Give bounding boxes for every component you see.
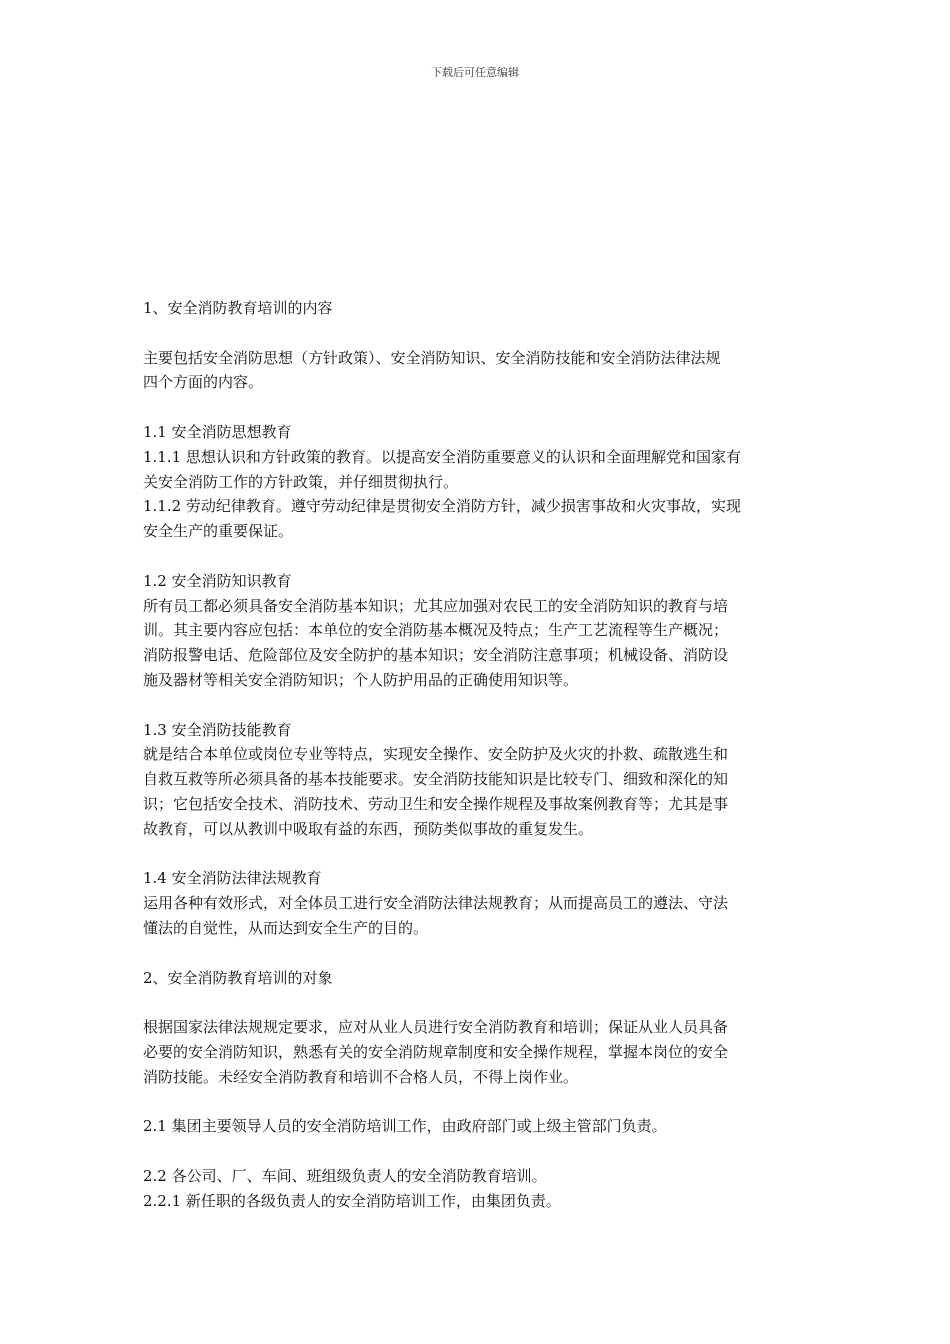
text-line: 主要包括安全消防思想（方针政策）、安全消防知识、安全消防技能和安全消防法律法规 bbox=[143, 348, 721, 367]
text-line: 关安全消防工作的方针政策，并仔细贯彻执行。 bbox=[143, 472, 459, 491]
text-line: 消防技能。未经安全消防教育和培训不合格人员，不得上岗作业。 bbox=[143, 1067, 579, 1086]
subsection-heading: 1.3 安全消防技能教育 bbox=[143, 720, 292, 739]
text-line: 故教育，可以从教训中吸取有益的东西，预防类似事故的重复发生。 bbox=[143, 819, 594, 838]
text-line: 2.2.1 新任职的各级负责人的安全消防培训工作，由集团负责。 bbox=[143, 1191, 561, 1210]
section-2-1 bbox=[143, 1114, 807, 1139]
text-line: 自救互救等所必须具备的基本技能要求。安全消防技能知识是比较专门、细致和深化的知 bbox=[143, 770, 729, 789]
subsection-heading: 1.4 安全消防法律法规教育 bbox=[143, 869, 322, 888]
text-line: 训。其主要内容应包括：本单位的安全消防基本概况及特点；生产工艺流程等生产概况； bbox=[143, 621, 729, 640]
text-line: 所有员工都必须具备安全消防基本知识；尤其应加强对农民工的安全消防知识的教育与培 bbox=[143, 596, 729, 615]
section-2-2 bbox=[143, 1164, 807, 1214]
subsection-heading: 1.2 安全消防知识教育 bbox=[143, 571, 292, 590]
document-body bbox=[143, 296, 807, 1213]
text-line: 就是结合本单位或岗位专业等特点，实现安全操作、安全防护及火灾的扑救、疏散逃生和 bbox=[143, 745, 729, 764]
text-line: 运用各种有效形式，对全体员工进行安全消防法律法规教育；从而提高员工的遵法、守法 bbox=[143, 894, 729, 913]
text-line: 施及器材等相关安全消防知识；个人防护用品的正确使用知识等。 bbox=[143, 670, 579, 689]
text-line: 消防报警电话、危险部位及安全防护的基本知识；安全消防注意事项；机械设备、消防设 bbox=[143, 646, 729, 665]
section-1-3 bbox=[143, 718, 807, 842]
text-line: 安全生产的重要保证。 bbox=[143, 522, 294, 541]
paragraph bbox=[143, 1015, 807, 1089]
section-1-1 bbox=[143, 420, 807, 544]
section-heading bbox=[143, 966, 807, 991]
paragraph bbox=[143, 346, 807, 396]
text-line: 识；它包括安全技术、消防技术、劳动卫生和安全操作规程及事故案例教育等；尤其是事 bbox=[143, 794, 729, 813]
subsection-heading: 2.2 各公司、厂、车间、班组级负责人的安全消防教育培训。 bbox=[143, 1166, 547, 1185]
text-line: 四个方面的内容。 bbox=[143, 373, 264, 392]
text-line: 1、安全消防教育培训的内容 bbox=[143, 299, 333, 317]
section-heading bbox=[143, 296, 807, 321]
text-line: 1.1.2 劳动纪律教育。遵守劳动纪律是贯彻安全消防方针，减少损害事故和火灾事故，实现 bbox=[143, 497, 741, 516]
header-note: 下载后可任意编辑 bbox=[431, 66, 519, 79]
section-1-4 bbox=[143, 866, 807, 940]
text-line: 2.1 集团主要领导人员的安全消防培训工作，由政府部门或上级主管部门负责。 bbox=[143, 1117, 667, 1136]
text-line: 1.1.1 思想认识和方针政策的教育。以提高安全消防重要意义的认识和全面理解党和国家有 bbox=[143, 447, 741, 466]
text-line: 2、安全消防教育培训的对象 bbox=[143, 968, 333, 987]
text-line: 必要的安全消防知识，熟悉有关的安全消防规章制度和安全操作规程，掌握本岗位的安全 bbox=[143, 1042, 729, 1061]
section-1-2 bbox=[143, 569, 807, 693]
text-line: 懂法的自觉性，从而达到安全生产的目的。 bbox=[143, 918, 429, 937]
text-line: 根据国家法律法规规定要求，应对从业人员进行安全消防教育和培训；保证从业人员具备 bbox=[143, 1018, 729, 1037]
subsection-heading: 1.1 安全消防思想教育 bbox=[143, 422, 292, 441]
